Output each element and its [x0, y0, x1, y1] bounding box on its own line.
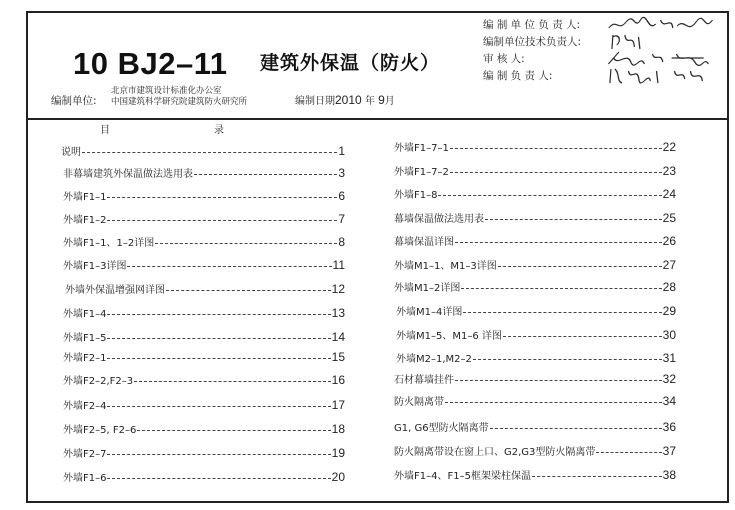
- handwritten-signature: [604, 65, 720, 91]
- toc-item[interactable]: [63, 188, 345, 203]
- toc-item[interactable]: [394, 210, 676, 225]
- toc-item[interactable]: [63, 329, 345, 344]
- role-label: 编 制 负 责 人:: [483, 70, 553, 82]
- toc-item-page: 32: [662, 372, 676, 386]
- dot-leader: [498, 266, 662, 267]
- date-label: 编制日期: [295, 96, 335, 107]
- dot-leader: [107, 197, 337, 198]
- dot-leader: [107, 478, 330, 479]
- toc-item-page: 37: [662, 444, 676, 458]
- toc-item-page: 14: [331, 330, 345, 344]
- toc-item[interactable]: [63, 211, 345, 226]
- toc-item-label: 外墙F1–1: [63, 192, 107, 203]
- toc-item[interactable]: [394, 257, 676, 272]
- dot-leader: [194, 174, 337, 175]
- toc-item-label: 外墙M2–1,M2–2: [396, 354, 472, 365]
- dot-leader: [107, 220, 337, 221]
- dot-leader: [596, 452, 661, 453]
- toc-item[interactable]: [394, 233, 676, 248]
- toc-item-page: 30: [662, 328, 676, 342]
- toc-item-label: 外墙F1–4: [63, 309, 107, 320]
- toc-item[interactable]: [396, 327, 676, 342]
- toc-item-label: 外墙M1–2详图: [394, 283, 461, 294]
- toc-item-label: 外墙M1–5、M1–6 详图: [396, 331, 502, 342]
- date-year-suffix: 年: [364, 96, 375, 107]
- toc-item-label: 外墙F2–1: [63, 353, 107, 364]
- toc-item-page: 38: [662, 468, 676, 482]
- dot-leader: [438, 195, 661, 196]
- toc-item[interactable]: [394, 443, 676, 458]
- toc-item[interactable]: [394, 419, 676, 434]
- toc-item-page: 31: [662, 351, 676, 365]
- compiling-units: [111, 86, 247, 108]
- toc-item-label: 防火隔离带: [394, 397, 444, 408]
- toc-heading-left: 目: [100, 125, 110, 136]
- toc-item-label: 外墙F2–4: [63, 401, 107, 412]
- role-label: 审 核 人:: [483, 53, 525, 65]
- dot-leader: [82, 152, 337, 153]
- toc-item[interactable]: [63, 397, 345, 412]
- toc-item-label: 外墙F2–2,F2–3: [63, 376, 134, 387]
- compiling-unit-label: 编制单位:: [51, 95, 97, 107]
- compiling-unit-2: 中国建筑科学研究院建筑防火研究所: [111, 97, 248, 107]
- toc-item[interactable]: [394, 139, 676, 154]
- dot-leader: [445, 402, 662, 403]
- toc-item-label: 说明: [61, 147, 81, 158]
- toc-item-label: G1, G6型防火隔离带: [394, 423, 489, 434]
- date-year: 2010: [335, 93, 362, 107]
- toc-item[interactable]: [63, 349, 345, 364]
- toc-item-page: 16: [331, 373, 345, 387]
- compile-date: [295, 92, 395, 107]
- toc-item-page: 23: [662, 164, 676, 178]
- toc-item[interactable]: [63, 165, 345, 180]
- toc-item-label: 外墙F1–3详图: [63, 261, 127, 272]
- drawing-frame: [26, 11, 729, 503]
- toc-item-page: 1: [338, 144, 345, 158]
- toc-item[interactable]: [394, 186, 676, 201]
- toc-item-label: 防火隔离带设在窗上口、G2,G3型防火隔离带: [394, 447, 596, 458]
- toc-item[interactable]: [63, 469, 345, 484]
- dot-leader: [463, 312, 661, 313]
- toc-item-label: 外墙F2–5, F2–6: [63, 425, 137, 436]
- toc-item-page: 7: [338, 212, 345, 226]
- dot-leader: [107, 314, 330, 315]
- toc-item-page: 25: [662, 211, 676, 225]
- toc-item-page: 6: [338, 189, 345, 203]
- dot-leader: [107, 406, 330, 407]
- toc-item-label: 外墙F1–4、F1–5框架梁柱保温: [394, 471, 531, 482]
- signature-row-unit-head: [483, 17, 723, 34]
- toc-item-page: 36: [662, 420, 676, 434]
- toc-item[interactable]: [63, 372, 345, 387]
- dot-leader: [461, 288, 661, 289]
- compiling-unit-1: 北京市建筑设计标准化办公室: [111, 86, 222, 96]
- toc-item-label: 外墙F1–7–1: [394, 143, 449, 154]
- toc-item-label: 外墙M1–4详图: [396, 307, 463, 318]
- toc-item[interactable]: [396, 350, 676, 365]
- dot-leader: [490, 428, 662, 429]
- toc-item-label: 外墙M1–1、M1–3详图: [394, 261, 497, 272]
- toc-item-label: 幕墙保温详图: [394, 237, 454, 248]
- toc-item-label: 外墙F1–6: [63, 473, 107, 484]
- dot-leader: [134, 381, 331, 382]
- toc-item[interactable]: [394, 371, 676, 386]
- dot-leader: [450, 172, 662, 173]
- dot-leader: [450, 148, 662, 149]
- toc-item-page: 27: [662, 258, 676, 272]
- toc-item-page: 11: [332, 258, 345, 272]
- toc-item[interactable]: [394, 279, 676, 294]
- dot-leader: [166, 290, 331, 291]
- role-label: 编制单位技术负责人:: [483, 36, 582, 48]
- dot-leader: [455, 380, 662, 381]
- toc-item-label: 外墙F1–5: [63, 333, 107, 344]
- toc-item-label: 幕墙保温做法选用表: [394, 214, 484, 225]
- document-title: 建筑外保温（防火）: [260, 52, 441, 74]
- toc-item[interactable]: [63, 234, 345, 249]
- signature-row-chief-editor: [483, 68, 723, 85]
- dot-leader: [455, 242, 662, 243]
- toc-item-page: 34: [662, 394, 676, 408]
- dot-leader: [473, 359, 662, 360]
- toc-item-page: 13: [331, 306, 345, 320]
- toc-item-label: 外墙F1–8: [394, 190, 438, 201]
- toc-item[interactable]: [394, 467, 676, 482]
- toc-item[interactable]: [396, 303, 676, 318]
- toc-heading-right: 录: [214, 125, 224, 136]
- toc-item[interactable]: [394, 393, 676, 408]
- toc-item-page: 28: [662, 280, 676, 294]
- title-block: [28, 13, 727, 120]
- dot-leader: [107, 358, 330, 359]
- role-label: 编 制 单 位 负 责 人:: [483, 19, 581, 31]
- toc-item[interactable]: [394, 163, 676, 178]
- toc-item-page: 19: [331, 446, 345, 460]
- signature-block: [483, 17, 723, 85]
- toc-item-page: 29: [662, 304, 676, 318]
- toc-item-page: 12: [331, 282, 345, 296]
- dot-leader: [532, 476, 662, 477]
- toc-item-page: 20: [331, 470, 345, 484]
- toc-item-page: 3: [338, 166, 345, 180]
- toc-item-label: 外墙F1–2: [63, 215, 107, 226]
- toc-item[interactable]: [63, 257, 345, 272]
- toc-item[interactable]: [63, 445, 345, 460]
- date-month: 9: [378, 93, 385, 107]
- toc-item-label: 外墙F1–7–2: [394, 167, 449, 178]
- toc-item-page: 18: [331, 422, 345, 436]
- toc-item[interactable]: [63, 421, 345, 436]
- date-month-suffix: 月: [384, 96, 395, 107]
- dot-leader: [107, 454, 330, 455]
- toc-item-page: 26: [662, 234, 676, 248]
- toc-item[interactable]: [63, 305, 345, 320]
- dot-leader: [127, 266, 331, 267]
- dot-leader: [485, 219, 662, 220]
- toc-item-label: 外墙外保温增强网详图: [65, 285, 165, 296]
- toc-item-page: 15: [331, 350, 345, 364]
- dot-leader: [137, 430, 330, 431]
- toc-item-page: 24: [662, 187, 676, 201]
- toc-item-label: 非幕墙建筑外保温做法选用表: [63, 169, 193, 180]
- standard-code: 10 BJ2–11: [73, 46, 228, 81]
- toc-item[interactable]: [65, 281, 345, 296]
- toc-item-label: 外墙F1–1、1–2详图: [63, 238, 155, 249]
- toc-item-label: 外墙F2–7: [63, 449, 107, 460]
- toc-item-page: 22: [662, 140, 676, 154]
- dot-leader: [155, 243, 337, 244]
- toc-item[interactable]: [61, 143, 345, 158]
- toc-item-label: 石材幕墙挂件: [394, 375, 454, 386]
- dot-leader: [107, 338, 330, 339]
- dot-leader: [503, 336, 662, 337]
- toc-item-page: 8: [338, 235, 345, 249]
- toc-item-page: 17: [331, 398, 345, 412]
